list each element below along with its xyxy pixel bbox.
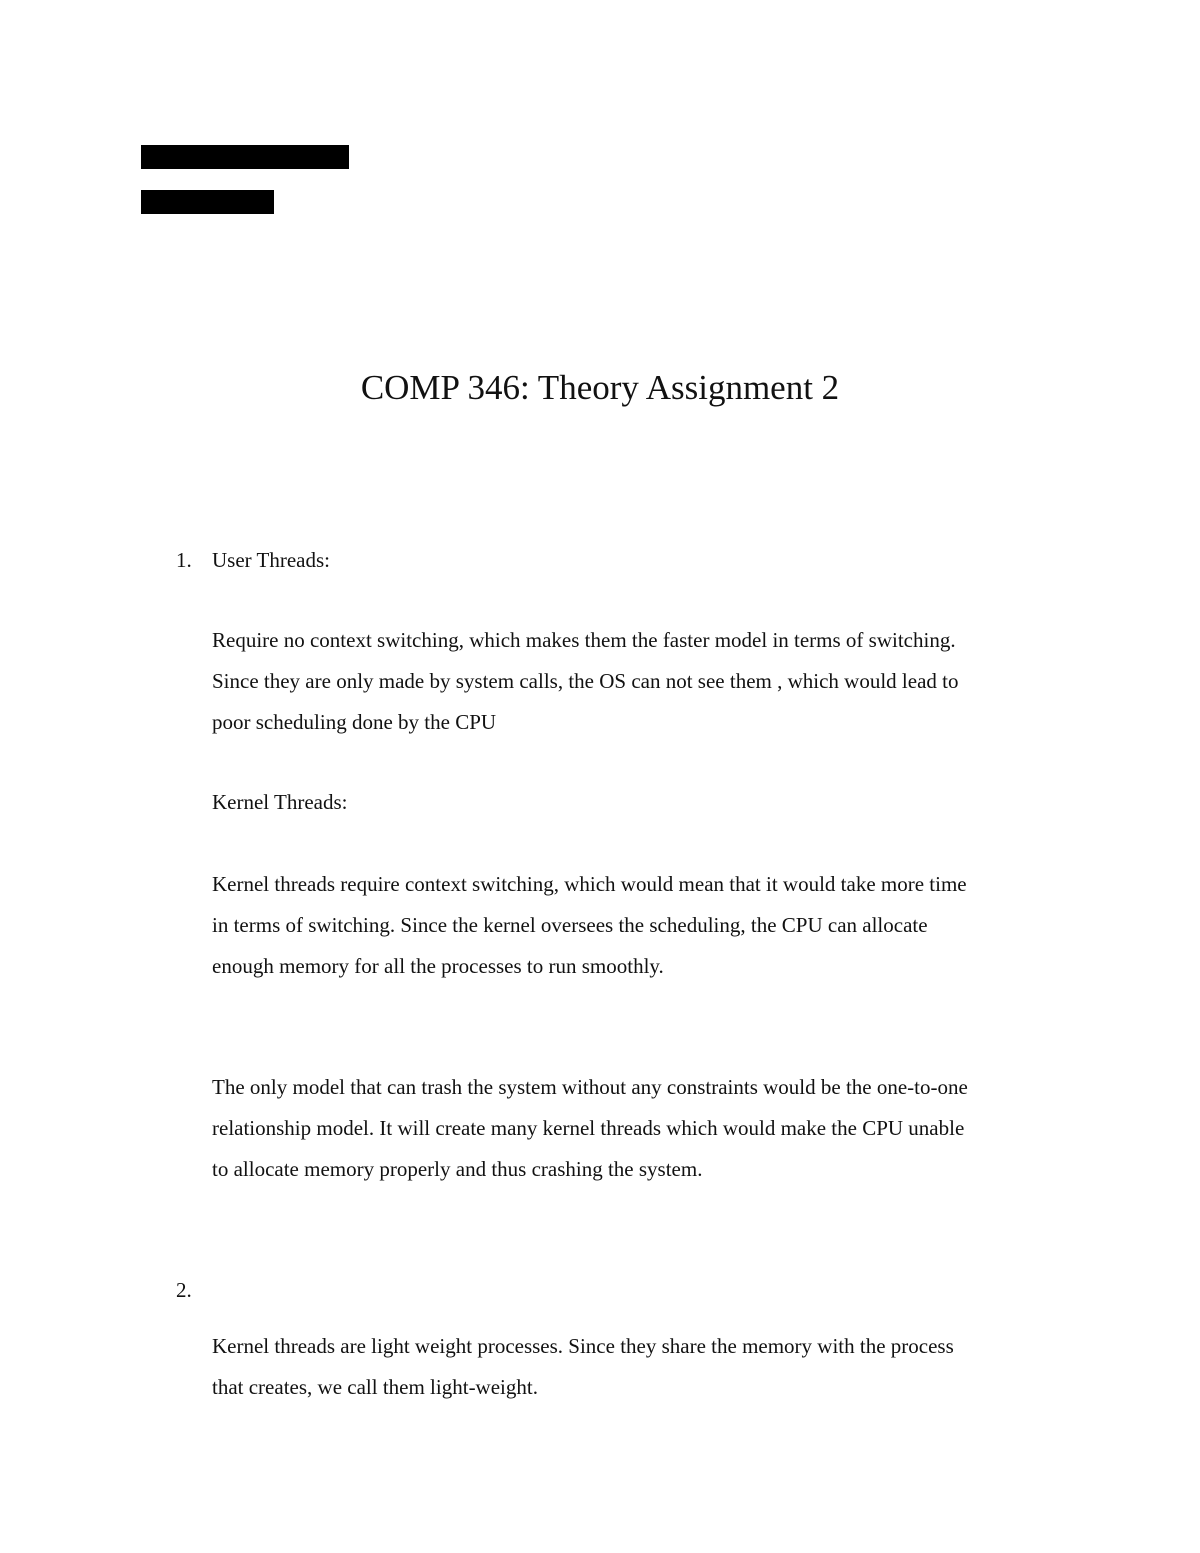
user-threads-line-1: Require no context switching, which makes them the faster model in terms of switching. [212,628,956,652]
item-2-line-2: that creates, we call them light-weight. [212,1375,538,1399]
user-threads-line-2: Since they are only made by system calls, the OS can not see them , which would lead to [212,669,959,693]
document-title: COMP 346: Theory Assignment 2 [360,368,840,407]
redacted-name-block [141,145,349,169]
item-1-heading: User Threads: [212,548,330,572]
kernel-threads-heading: Kernel Threads: [212,790,348,814]
item-2-number: 2. [176,1278,192,1302]
kernel-threads-line-1: Kernel threads require context switching, which would mean that it would take more time [212,872,967,896]
user-threads-line-3: poor scheduling done by the CPU [212,710,497,734]
kernel-threads-line-3: enough memory for all the processes to run smoothly. [212,954,664,978]
redacted-id-block [141,190,274,214]
model-paragraph-line-2: relationship model. It will create many kernel threads which would make the CPU unable [212,1116,965,1140]
model-paragraph-line-3: to allocate memory properly and thus crashing the system. [212,1157,703,1181]
model-paragraph-line-1: The only model that can trash the system without any constraints would be the one-to-one [212,1075,968,1099]
item-2-line-1: Kernel threads are light weight processes. Since they share the memory with the process [212,1334,954,1358]
item-1-number: 1. [176,548,192,572]
kernel-threads-line-2: in terms of switching. Since the kernel oversees the scheduling, the CPU can allocate [212,913,928,937]
